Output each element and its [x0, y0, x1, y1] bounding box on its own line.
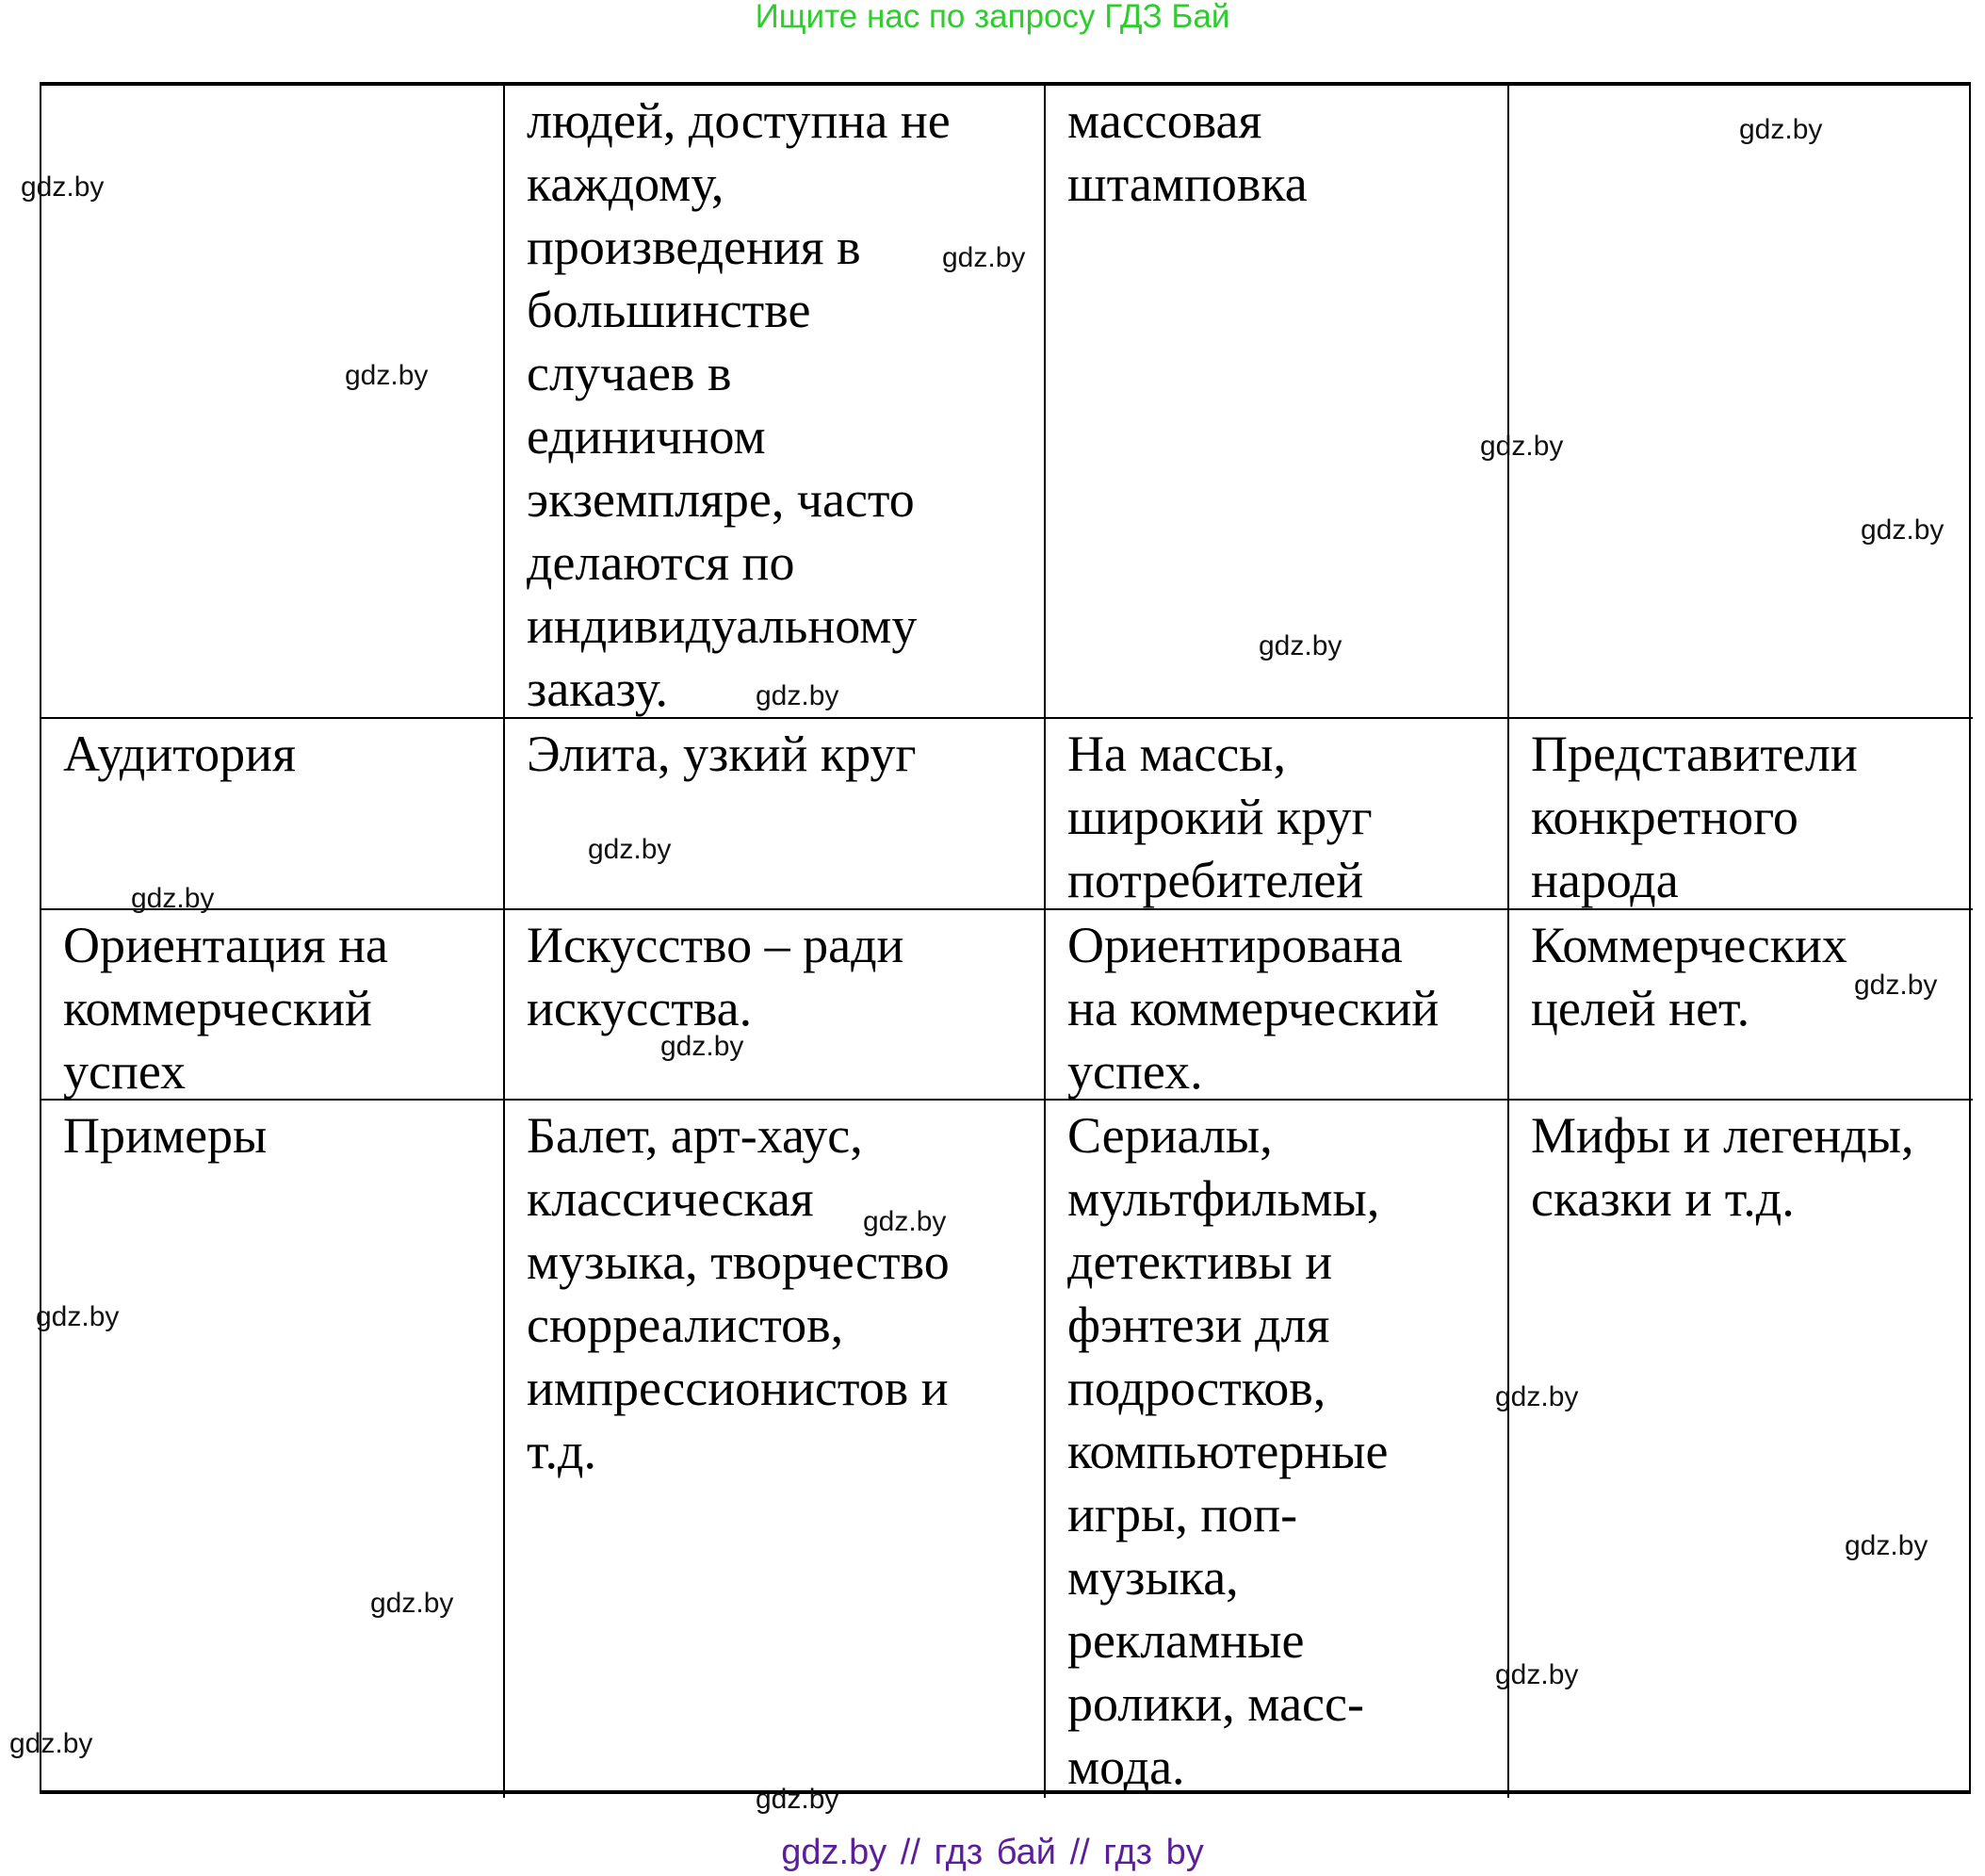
- table-cell: На массы, широкий круг потребителей: [1046, 719, 1509, 910]
- watermark: gdz.by: [756, 1784, 839, 1815]
- watermark: gdz.by: [1480, 431, 1564, 462]
- watermark: gdz.by: [1259, 630, 1342, 661]
- table-cell: Коммерческих целей нет.: [1509, 910, 1973, 1101]
- row-label-commercial: Ориентация на коммерческий успех: [41, 910, 505, 1101]
- table-cell: Искусство – ради искусства.: [505, 910, 1046, 1101]
- table-cell: Представители конкретного народа: [1509, 719, 1973, 910]
- row-label-audience: Аудитория: [41, 719, 505, 910]
- watermark: gdz.by: [588, 834, 672, 865]
- table-cell: [41, 86, 505, 719]
- watermark: gdz.by: [131, 883, 215, 914]
- watermark: gdz.by: [1845, 1530, 1928, 1561]
- watermark: gdz.by: [1495, 1659, 1579, 1690]
- watermark: gdz.by: [345, 360, 429, 391]
- watermark: gdz.by: [1854, 970, 1938, 1001]
- table-cell: Элита, узкий круг: [505, 719, 1046, 910]
- watermark: gdz.by: [863, 1206, 947, 1237]
- watermark: gdz.by: [942, 242, 1026, 273]
- watermark: gdz.by: [660, 1031, 744, 1062]
- table-cell: Балет, арт-хаус, классическая музыка, творчество сюрреалистов, импрессионистов и т.д.: [505, 1101, 1046, 1798]
- table-cell: Мифы и легенды, сказки и т.д.: [1531, 1107, 1914, 1227]
- table-cell: людей, доступна не каждому, произведения в большинстве случаев в единичном экземпляре, часто делаются по индивидуальному заказу.: [505, 86, 1046, 719]
- watermark: gdz.by: [36, 1301, 120, 1332]
- watermark: gdz.by: [9, 1728, 93, 1759]
- search-hint-header: Ищите нас по запросу ГДЗ Бай: [755, 0, 1230, 35]
- row-label-examples: Примеры: [41, 1101, 505, 1798]
- watermark: gdz.by: [21, 171, 105, 203]
- table-cell: [1509, 86, 1973, 719]
- table-cell: Ориентирована на коммерческий успех.: [1046, 910, 1509, 1101]
- table-cell: массовая штамповка: [1046, 86, 1509, 719]
- watermark: gdz.by: [1861, 514, 1944, 546]
- watermark: gdz.by: [370, 1588, 454, 1619]
- comparison-table: [40, 82, 1971, 1794]
- table-cell: Сериалы, мультфильмы, детективы и фэнтези для подростков, компьютерные игры, поп- музыка, рекламные ролики, масс- мода.: [1046, 1101, 1509, 1798]
- watermark: gdz.by: [756, 680, 839, 711]
- site-footer: gdz.by // гдз бай // гдз by: [781, 1833, 1204, 1872]
- watermark: gdz.by: [1739, 114, 1823, 145]
- watermark: gdz.by: [1495, 1381, 1579, 1412]
